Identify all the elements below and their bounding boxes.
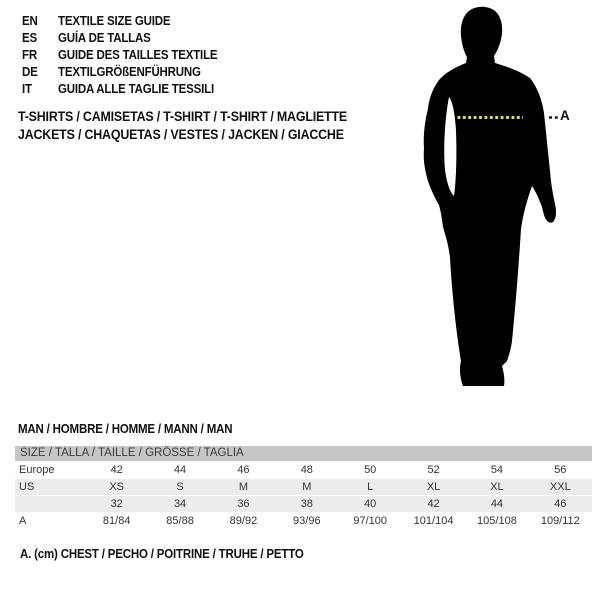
size-table-cell: L (367, 481, 374, 493)
language-label: TEXTILE SIZE GUIDE (58, 14, 171, 29)
size-table-cell: 48 (300, 464, 313, 476)
language-label: GUIDE DES TAILLES TEXTILE (58, 47, 218, 62)
size-table-cell: 44 (490, 498, 504, 510)
measurement-footnote (20, 547, 328, 561)
size-table-row (15, 462, 592, 478)
size-table-cell: XL (490, 481, 504, 493)
category-line: JACKETS / CHAQUETAS / VESTES / JACKEN / GIACCHE (18, 127, 344, 142)
size-table-cell: XL (426, 481, 441, 493)
measurement-footnote-text: A. (cm) CHEST / PECHO / POITRINE / TRUHE / PETTO (20, 547, 304, 561)
language-row (22, 30, 231, 47)
size-table-cell: 32 (110, 498, 123, 510)
size-table-cell: 40 (364, 498, 377, 510)
size-table-cell: 36 (237, 498, 250, 510)
language-code: DE (22, 64, 38, 79)
language-code: IT (22, 81, 32, 96)
category-heading (18, 108, 600, 144)
language-label: TEXTILGRÖßENFÜHRUNG (58, 64, 201, 79)
size-table-cell: XXL (549, 481, 571, 493)
size-table-row (15, 496, 592, 512)
size-table-cell: 54 (490, 464, 504, 476)
language-code: FR (22, 48, 37, 62)
language-code: ES (22, 31, 37, 46)
size-table-cell: M (302, 481, 312, 493)
size-table-cell: 42 (110, 464, 123, 476)
language-row (22, 13, 231, 30)
size-table-cell: 50 (364, 464, 377, 476)
language-list (22, 13, 231, 97)
language-code-cell (22, 80, 58, 98)
man-silhouette-shape (424, 7, 556, 386)
language-label: GUÍA DE TALLAS (58, 31, 151, 46)
language-code-cell (22, 29, 58, 47)
language-row (22, 80, 231, 97)
language-code-cell (22, 12, 58, 30)
size-table-cell: 34 (173, 498, 187, 510)
size-table-cell: 56 (554, 464, 567, 476)
size-table (15, 446, 592, 530)
size-table-cell: 46 (554, 498, 567, 510)
size-table-row-label: A (19, 515, 27, 527)
size-table-cell: 42 (427, 498, 440, 510)
chest-measure-label: A (560, 108, 570, 123)
language-code: EN (22, 14, 38, 29)
size-table-cell: S (176, 481, 184, 493)
size-table-cell: 46 (237, 464, 250, 476)
language-code-cell (22, 46, 58, 64)
language-row (22, 47, 231, 64)
size-table-cell: XS (109, 481, 125, 493)
language-row (22, 63, 231, 80)
size-table-cell: 52 (427, 464, 440, 476)
gender-heading-text: MAN / HOMBRE / HOMME / MANN / MAN (18, 422, 233, 436)
size-table-row (15, 513, 592, 529)
size-table-cell: 97/100 (353, 515, 388, 527)
size-table-row-label (15, 496, 85, 512)
size-table-cell: 44 (173, 464, 187, 476)
gender-heading (18, 422, 251, 436)
category-line: T-SHIRTS / CAMISETAS / T-SHIRT / T-SHIRT / MAGLIETTE (18, 109, 348, 124)
size-table-cell: 89/92 (229, 515, 258, 527)
size-table-cell: M (238, 481, 249, 493)
size-table-cell: 105/108 (477, 515, 517, 527)
size-table-cell: 38 (300, 498, 313, 510)
size-table-row-label: Europe (19, 464, 55, 476)
language-code-cell (22, 63, 58, 81)
size-table-body (15, 462, 592, 529)
size-table-row-label: US (19, 481, 35, 493)
size-table-row (15, 479, 592, 495)
size-table-cell: 93/96 (293, 515, 321, 527)
size-table-cell: 101/104 (413, 515, 454, 527)
size-table-header: SIZE / TALLA / TAILLE / GRÖSSE / TAGLIA (15, 446, 592, 461)
size-table-cell: 85/88 (166, 515, 194, 527)
size-table-cell: 81/84 (102, 515, 131, 527)
size-table-cell: 109/112 (540, 515, 580, 527)
language-label: GUIDA ALLE TAGLIE TESSILI (58, 81, 214, 96)
